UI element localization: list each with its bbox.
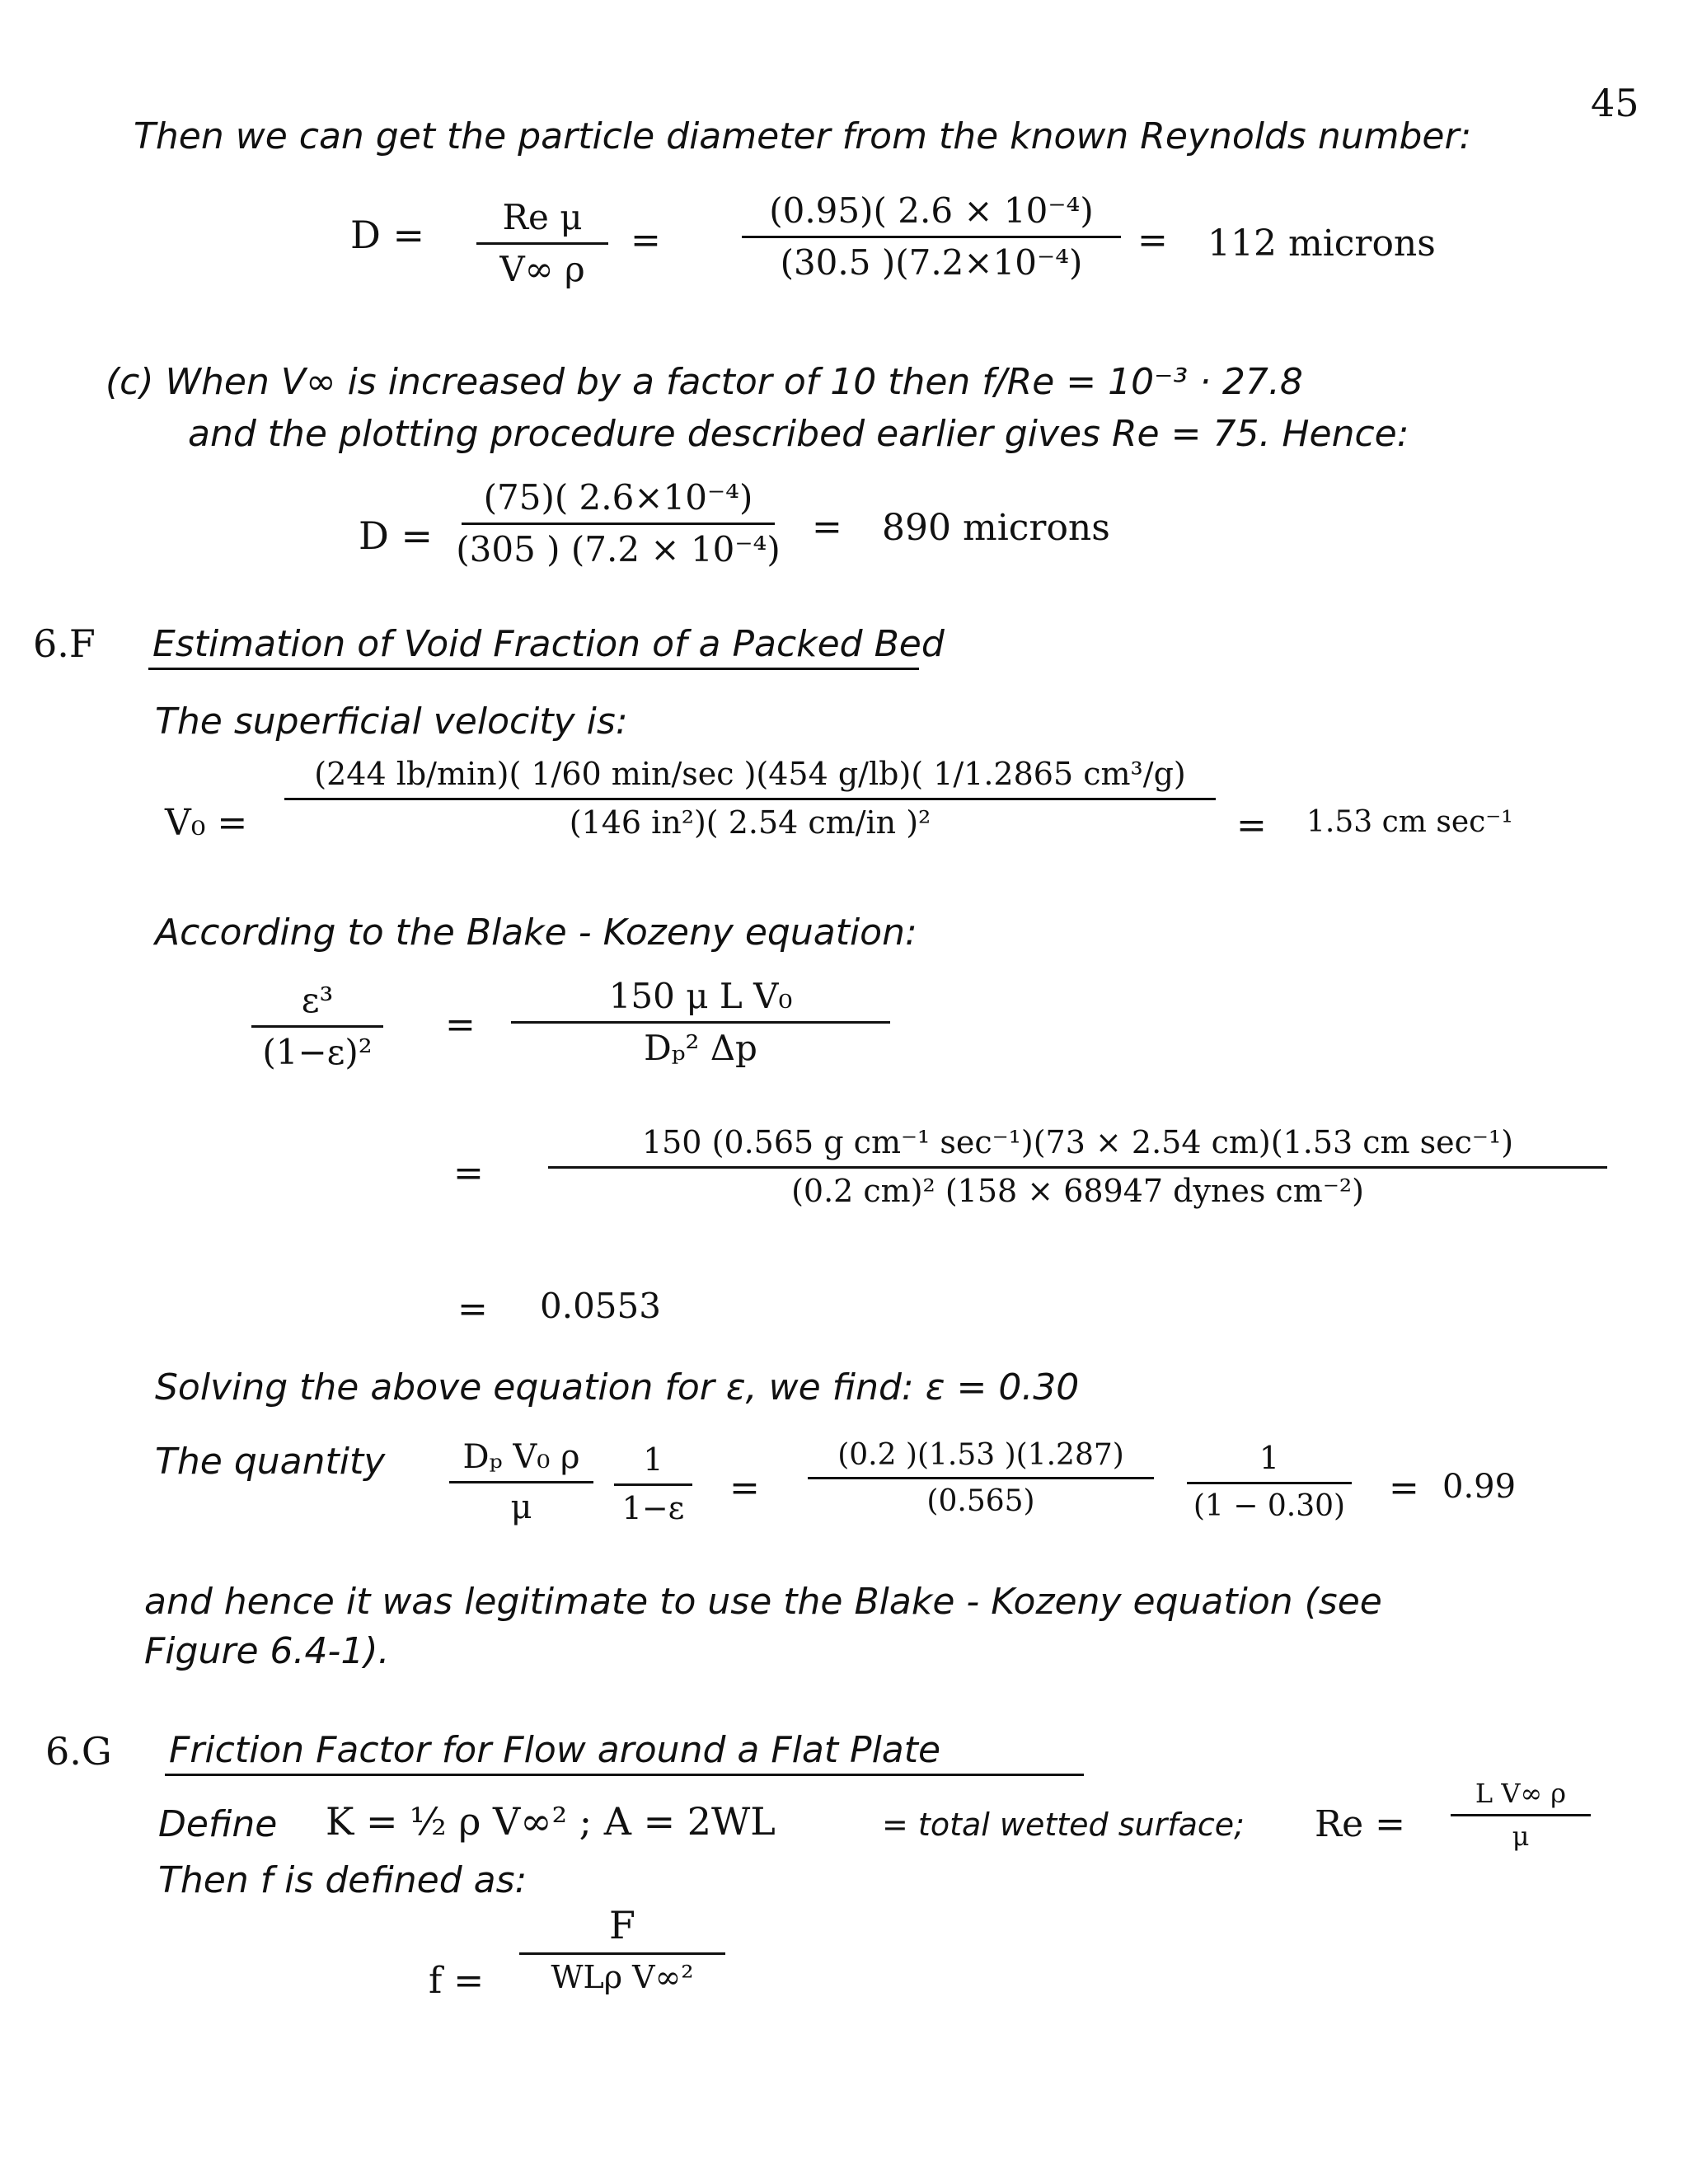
denominator: (0.2 cm)² (158 × 68947 dynes cm⁻²) <box>791 1172 1364 1209</box>
bk-lhs-fraction <box>251 981 383 1073</box>
re-label: Re = <box>1315 1803 1406 1845</box>
bk-rhs-fraction <box>511 977 890 1069</box>
quantity-label: The quantity <box>155 1441 386 1483</box>
quantity-equals-2: = <box>1389 1467 1419 1509</box>
section-6f-number: 6.F <box>33 621 96 666</box>
numerator: (244 lb/min)( 1/60 min/sec )(454 g/lb)( 1/1.2865 cm³/g) <box>314 756 1186 792</box>
conclusion-line-2: Figure 6.4-1). <box>144 1630 390 1672</box>
fraction-bar <box>476 242 608 245</box>
part-b-d-label: D = <box>350 213 425 257</box>
numerator: (0.2 )(1.53 )(1.287) <box>837 1438 1124 1472</box>
quantity-fraction-2 <box>614 1442 692 1526</box>
denominator: 1−ε <box>621 1489 685 1526</box>
fraction-bar <box>462 523 775 525</box>
fraction-bar <box>1187 1482 1352 1484</box>
numerator: F <box>609 1903 635 1947</box>
denominator: (0.565) <box>926 1484 1035 1519</box>
denominator: (146 in²)( 2.54 cm/in )² <box>569 804 931 841</box>
v0-label: V₀ = <box>165 802 248 844</box>
part-b-fraction-1 <box>476 198 608 290</box>
numerator: Re μ <box>502 197 583 237</box>
v0-fraction <box>284 757 1216 841</box>
denominator: μ <box>510 1488 532 1526</box>
conclusion-line-1: and hence it was legitimate to use the Blake - Kozeny equation (see <box>144 1581 1382 1623</box>
quantity-result: 0.99 <box>1442 1468 1517 1506</box>
fraction-bar <box>251 1025 383 1028</box>
part-c-equals: = <box>812 506 842 548</box>
denominator: (1−ε)² <box>262 1032 373 1073</box>
section-6g-title: Friction Factor for Flow around a Flat Plate <box>169 1729 941 1771</box>
part-c-result: 890 microns <box>882 507 1110 549</box>
v0-result: 1.53 cm sec⁻¹ <box>1306 805 1513 839</box>
part-c-fraction <box>456 477 781 570</box>
v0-equals: = <box>1236 804 1267 846</box>
denominator: WLρ V∞² <box>551 1958 694 1995</box>
solving-line: Solving the above equation for ε, we find: ε = 0.30 <box>155 1366 1080 1408</box>
fraction-bar <box>1451 1814 1591 1816</box>
fraction-bar <box>511 1021 890 1024</box>
section-6f-title: Estimation of Void Fraction of a Packed Bed <box>152 623 945 665</box>
numerator: (75)( 2.6×10⁻⁴) <box>483 477 753 518</box>
re-fraction <box>1451 1779 1591 1852</box>
blake-kozeny-intro: According to the Blake - Kozeny equation: <box>155 912 917 954</box>
denominator: (1 − 0.30) <box>1193 1488 1346 1523</box>
fraction-bar <box>808 1477 1154 1479</box>
part-b-fraction-2 <box>742 191 1121 284</box>
bk-substitution-fraction <box>548 1125 1607 1209</box>
bk-equals-2: = <box>453 1152 484 1194</box>
denominator: V∞ ρ <box>499 249 585 290</box>
part-b-intro: Then we can get the particle diameter from the known Reynolds number: <box>134 115 1472 157</box>
numerator: L V∞ ρ <box>1475 1778 1567 1809</box>
k-and-a-definition: K = ½ ρ V∞² ; A = 2WL <box>326 1799 776 1844</box>
numerator: 1 <box>1259 1440 1280 1476</box>
section-6g-number: 6.G <box>45 1729 112 1774</box>
wetted-surface-text: = total wetted surface; <box>882 1807 1245 1843</box>
fraction-bar <box>614 1483 692 1486</box>
part-b-result: 112 microns <box>1207 223 1436 265</box>
numerator: ε³ <box>301 980 334 1020</box>
bk-result: 0.0553 <box>540 1286 661 1326</box>
denominator: (30.5 )(7.2×10⁻⁴) <box>780 242 1083 284</box>
numerator: 150 μ L V₀ <box>608 976 793 1016</box>
quantity-fraction-3 <box>808 1438 1154 1519</box>
part-b-equals-1: = <box>631 219 661 261</box>
quantity-equals-1: = <box>729 1467 760 1509</box>
fraction-bar <box>519 1952 725 1955</box>
numerator: 150 (0.565 g cm⁻¹ sec⁻¹)(73 × 2.54 cm)(1.53 cm sec⁻¹) <box>641 1124 1514 1160</box>
quantity-fraction-4 <box>1187 1441 1352 1523</box>
part-c-d-label: D = <box>359 513 434 558</box>
quantity-fraction-1 <box>449 1438 593 1526</box>
numerator: 1 <box>643 1441 663 1478</box>
fraction-bar <box>449 1481 593 1483</box>
fraction-bar <box>548 1166 1607 1169</box>
part-c-line-2: and the plotting procedure described earlier gives Re = 75. Hence: <box>188 413 1409 455</box>
f-fraction <box>519 1904 725 1996</box>
bk-equals-3: = <box>457 1288 488 1330</box>
bk-equals-1: = <box>445 1004 476 1046</box>
section-6g-title-underline <box>165 1774 1084 1776</box>
numerator: Dₚ V₀ ρ <box>462 1438 580 1476</box>
then-f-defined-line: Then f is defined as: <box>158 1859 528 1901</box>
denominator: (305 ) (7.2 × 10⁻⁴) <box>456 529 781 570</box>
f-label: f = <box>429 1960 485 2002</box>
part-b-equals-2: = <box>1137 219 1168 261</box>
numerator: (0.95)( 2.6 × 10⁻⁴) <box>769 190 1094 231</box>
define-label: Define <box>158 1803 278 1845</box>
superficial-velocity-intro: The superficial velocity is: <box>155 701 628 743</box>
denominator: μ <box>1512 1820 1530 1852</box>
denominator: Dₚ² Δp <box>644 1028 757 1069</box>
fraction-bar <box>284 798 1216 800</box>
fraction-bar <box>742 236 1121 238</box>
section-6f-title-underline <box>148 668 919 670</box>
page-number: 45 <box>1591 81 1639 125</box>
part-c-line-1: (c) When V∞ is increased by a factor of 10 then f/Re = 10⁻³ · 27.8 <box>106 361 1303 403</box>
